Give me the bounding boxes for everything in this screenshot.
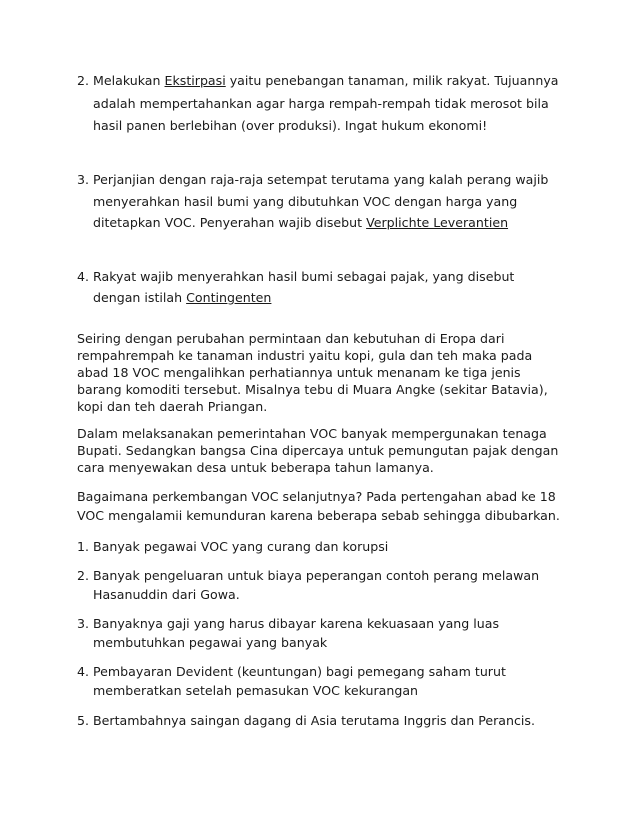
paragraph-1-line-1: Seiring dengan perubahan permintaan dan kebutuhan di Eropa dari [77,331,505,346]
reason-1: 1. Banyak pegawai VOC yang curang dan korupsi [77,539,389,554]
paragraph-3-line-1: Bagaimana perkembangan VOC selanjutnya? Pada pertengahan abad ke 18 [77,489,556,504]
paragraph-1-line-5: kopi dan teh daerah Priangan. [77,399,268,414]
paragraph-1-line-4: barang komoditi tersebut. Misalnya tebu di Muara Angke (sekitar Batavia), [77,382,548,397]
reason-2-line-1: 2. Banyak pengeluaran untuk biaya peperangan contoh perang melawan [77,568,540,583]
term-ekstirpasi: Ekstirpasi [164,73,226,88]
paragraph-3-line-2: VOC mengalamii kemunduran karena beberapa sebab sehingga dibubarkan. [77,508,560,523]
item-3-line-1: 3. Perjanjian dengan raja-raja setempat terutama yang kalah perang wajib [77,172,549,187]
reason-3-line-1: 3. Banyaknya gaji yang harus dibayar karena kekuasaan yang luas [77,616,500,631]
reason-2-line-2: Hasanuddin dari Gowa. [93,587,240,602]
term-contingenten: Contingenten [186,290,272,305]
paragraph-1-line-2: rempahrempah ke tanaman industri yaitu kopi, gula dan teh maka pada [77,348,533,363]
item-2-line-3: hasil panen berlebihan (over produksi). Ingat hukum ekonomi! [93,118,488,133]
paragraph-2-line-2: Bupati. Sedangkan bangsa Cina dipercaya untuk pemungutan pajak dengan [77,443,559,458]
reason-4-line-1: 4. Pembayaran Devident (keuntungan) bagi pemegang saham turut [77,664,506,679]
reason-3-line-2: membutuhkan pegawai yang banyak [93,635,328,650]
item-3-line-2: menyerahkan hasil bumi yang dibutuhkan VOC dengan harga yang [93,194,518,209]
reason-5: 5. Bertambahnya saingan dagang di Asia terutama Inggris dan Perancis. [77,713,535,728]
item-4-line-1: 4. Rakyat wajib menyerahkan hasil bumi sebagai pajak, yang disebut [77,269,515,284]
term-verplichte-leverantien: Verplichte Leverantien [366,215,509,230]
paragraph-1-line-3: abad 18 VOC mengalihkan perhatiannya untuk menanam ke tiga jenis [77,365,521,380]
item-4-line-2: dengan istilah Contingenten [93,290,272,305]
item-3-line-3: ditetapkan VOC. Penyerahan wajib disebut Verplichte Leverantien [93,215,509,230]
item-2-line-1: 2. Melakukan Ekstirpasi yaitu penebangan tanaman, milik rakyat. Tujuannya [77,73,559,88]
reason-4-line-2: memberatkan setelah pemasukan VOC kekurangan [93,683,419,698]
item-2-line-2: adalah mempertahankan agar harga rempah-rempah tidak merosot bila [93,96,549,111]
paragraph-2-line-1: Dalam melaksanakan pemerintahan VOC banyak mempergunakan tenaga [77,426,547,441]
paragraph-2-line-3: cara menyewakan desa untuk beberapa tahun lamanya. [77,460,434,475]
